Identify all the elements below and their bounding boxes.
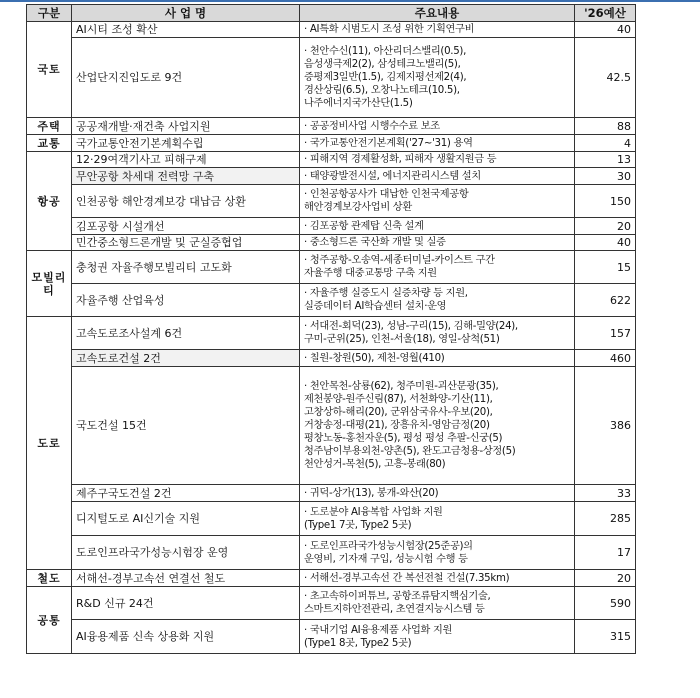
project-name: 제주구국도건설 2건	[72, 485, 300, 502]
table-row	[27, 367, 636, 485]
budget-value: 40	[575, 235, 636, 251]
content-cell: · 청주공항-오송역-세종터미널-카이스트 구간 자율주행 대중교통망 구축 지원	[300, 251, 575, 284]
content-cell: · 공공정비사업 시행수수료 보조	[300, 118, 575, 135]
content-cell: · 인천공항공사가 대납한 인천국제공항 해안경계보강사업비 상환	[300, 185, 575, 218]
budget-value: 622	[575, 284, 636, 317]
table-row	[27, 168, 636, 185]
budget-value: 150	[575, 185, 636, 218]
table-row	[27, 587, 636, 620]
budget-value: 590	[575, 587, 636, 620]
category-cell: 도로	[27, 317, 72, 570]
content-cell: · 천안목천-삼룡(62), 청주미원-괴산문광(35), 제천봉양-원주신림(87), 서천화양-기산(11), 고창상하-해리(20), 군위삼국유사-우보(20), 거창송정-대평(21), 장흥유치-영암금정(20) 평창노동-홍천자운(5), 평성 평성 추팔-신궁(5) 청주남이부용외천-양촌(5), 완도고금청용-상정(5) 천안성거-목천(5), 고흥-봉래(80)	[300, 367, 575, 485]
budget-value: 386	[575, 367, 636, 485]
table-row	[27, 185, 636, 218]
budget-value: 285	[575, 502, 636, 536]
project-name: 서해선-경부고속선 연결선 철도	[72, 570, 300, 587]
budget-value: 20	[575, 570, 636, 587]
budget-value: 460	[575, 350, 636, 367]
table-row	[27, 22, 636, 38]
budget-value: 40	[575, 22, 636, 38]
content-cell: · 중소형드론 국산화 개발 및 실증	[300, 235, 575, 251]
project-name: 산업단지진입도로 9건	[72, 38, 300, 118]
budget-value: 33	[575, 485, 636, 502]
table-row	[27, 350, 636, 367]
category-cell: 주택	[27, 118, 72, 135]
budget-value: 157	[575, 317, 636, 350]
table-header-row	[27, 5, 636, 22]
content-cell: · 도로분야 AI융복합 사업화 지원 (Type1 7곳, Type2 5곳)	[300, 502, 575, 536]
table-row	[27, 235, 636, 251]
project-name: R&D 신규 24건	[72, 587, 300, 620]
project-name: 민간중소형드론개발 및 군실증협업	[72, 235, 300, 251]
budget-value: 30	[575, 168, 636, 185]
table-row	[27, 118, 636, 135]
project-name: 도로인프라국가성능시험장 운영	[72, 536, 300, 570]
header-content: 주요내용	[300, 5, 575, 22]
project-name: 디지털도로 AI신기술 지원	[72, 502, 300, 536]
budget-value: 17	[575, 536, 636, 570]
content-cell: · 초고속하이퍼튜브, 공항조류탐지핵심기술, 스마트지하안전관리, 초연결지능시스템 등	[300, 587, 575, 620]
content-cell: · 귀덕-상가(13), 봉개-와산(20)	[300, 485, 575, 502]
table-row	[27, 218, 636, 235]
content-cell: · 자율주행 실증도시 실증차량 등 지원, 실증데이터 AI학습센터 설치·운영	[300, 284, 575, 317]
top-divider	[0, 0, 700, 2]
table-row	[27, 317, 636, 350]
project-name: 인천공항 해안경계보강 대납금 상환	[72, 185, 300, 218]
budget-value: 88	[575, 118, 636, 135]
content-cell: · 도로인프라국가성능시험장(25준공)의 운영비, 기자재 구입, 성능시험 수행 등	[300, 536, 575, 570]
project-name: AI시티 조성 확산	[72, 22, 300, 38]
project-name: 고속도로조사설계 6건	[72, 317, 300, 350]
budget-value: 315	[575, 620, 636, 654]
header-category: 구분	[27, 5, 72, 22]
header-project: 사 업 명	[72, 5, 300, 22]
budget-value: 4	[575, 135, 636, 152]
header-budget: '26예산	[575, 5, 636, 22]
table-row	[27, 485, 636, 502]
table-row	[27, 135, 636, 152]
project-name: 고속도로건설 2건	[72, 350, 300, 367]
budget-value: 20	[575, 218, 636, 235]
table-row	[27, 38, 636, 118]
table-row	[27, 251, 636, 284]
project-name: 자율주행 산업육성	[72, 284, 300, 317]
table-row	[27, 536, 636, 570]
project-name: 12·29여객기사고 피해구제	[72, 152, 300, 168]
budget-value: 42.5	[575, 38, 636, 118]
project-name: 공공재개발·재건축 사업지원	[72, 118, 300, 135]
category-cell: 공통	[27, 587, 72, 654]
project-name: 국가교통안전기본계획수립	[72, 135, 300, 152]
project-name: AI융용제품 신속 상용화 지원	[72, 620, 300, 654]
project-name: 무안공항 차세대 전력망 구축	[72, 168, 300, 185]
project-name: 충청권 자율주행모빌리티 고도화	[72, 251, 300, 284]
project-name: 국도건설 15건	[72, 367, 300, 485]
content-cell: · 피해지역 경제활성화, 피해자 생활지원금 등	[300, 152, 575, 168]
table-row	[27, 284, 636, 317]
content-cell: · 칠원-창원(50), 제천-영월(410)	[300, 350, 575, 367]
content-cell: · 국내기업 AI융용제품 사업화 지원 (Type1 8곳, Type2 5곳)	[300, 620, 575, 654]
category-cell: 모빌리티	[27, 251, 72, 317]
budget-table	[26, 4, 636, 654]
content-cell: · AI특화 시범도시 조성 위한 기획연구비	[300, 22, 575, 38]
budget-value: 15	[575, 251, 636, 284]
content-cell: · 서대전-회덕(23), 성남-구리(15), 김해-밀양(24), 구미-군위(25), 인천-서울(18), 영일-삼척(51)	[300, 317, 575, 350]
budget-value: 13	[575, 152, 636, 168]
table-row	[27, 620, 636, 654]
category-cell: 항공	[27, 152, 72, 251]
content-cell: · 김포공항 관제탑 신축 설계	[300, 218, 575, 235]
table-row	[27, 152, 636, 168]
content-cell: · 국가교통안전기본계획('27~'31) 용역	[300, 135, 575, 152]
project-name: 김포공항 시설개선	[72, 218, 300, 235]
category-cell: 국토	[27, 22, 72, 118]
content-cell: · 태양광발전시설, 에너지관리시스템 설치	[300, 168, 575, 185]
table-row	[27, 570, 636, 587]
category-cell: 교통	[27, 135, 72, 152]
table-row	[27, 502, 636, 536]
content-cell: · 천안수신(11), 아산리더스밸리(0.5), 음성생극제2(2), 삼성테크노밸리(5), 증평제3일반(1.5), 김제지평선제2(4), 경산상림(6.5), 오창나노테크(10.5), 나주에너지국가산단(1.5)	[300, 38, 575, 118]
content-cell: · 서해선-경부고속선 간 복선전철 건설(7.35km)	[300, 570, 575, 587]
category-cell: 철도	[27, 570, 72, 587]
